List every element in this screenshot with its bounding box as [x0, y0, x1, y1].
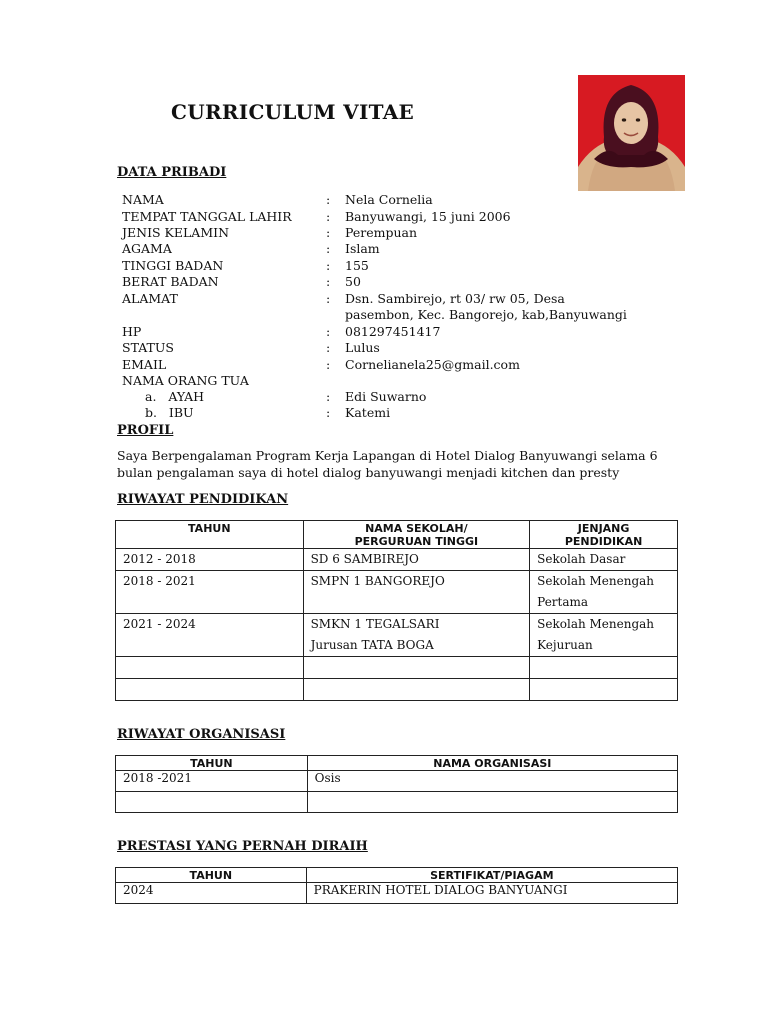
field-email: [0, 357, 768, 373]
table-row: [116, 883, 678, 904]
field-label: BERAT BADAN: [122, 274, 219, 289]
field-tinggi-badan: [0, 258, 768, 274]
field-label: EMAIL: [122, 357, 167, 372]
field-value: Lulus: [345, 340, 380, 355]
organisasi-table: [115, 755, 678, 813]
pendidikan-table: [115, 520, 678, 701]
cell-sekolah: SMKN 1 TEGALSARI Jurusan TATA BOGA: [303, 614, 530, 657]
field-label: NAMA: [122, 192, 164, 207]
field-label: JENIS KELAMIN: [122, 225, 230, 240]
page-title: CURRICULUM VITAE: [171, 100, 415, 124]
column-header-tahun: TAHUN: [116, 868, 307, 883]
field-label: STATUS: [122, 340, 174, 355]
field-value: Islam: [345, 241, 380, 256]
prestasi-heading: PRESTASI YANG PERNAH DIRAIH: [117, 839, 368, 854]
field-label: TINGGI BADAN: [122, 258, 224, 273]
field-value: Banyuwangi, 15 juni 2006: [345, 209, 511, 224]
cell-jenjang: Sekolah Dasar: [530, 549, 678, 571]
column-header-jenjang: JENJANG PENDIDIKAN: [530, 521, 678, 549]
column-header-tahun: TAHUN: [116, 521, 304, 549]
field-colon: :: [326, 324, 331, 339]
field-value: Nela Cornelia: [345, 192, 433, 207]
field-value: Dsn. Sambirejo, rt 03/ rw 05, Desa: [345, 291, 565, 306]
field-colon: :: [326, 405, 331, 420]
field-label: a. AYAH: [145, 389, 205, 404]
field-colon: :: [326, 340, 331, 355]
cell-nama: Osis: [307, 771, 677, 792]
table-row: [116, 614, 678, 657]
cell-jenjang: Sekolah Menengah Pertama: [530, 571, 678, 614]
table-row-empty: [116, 679, 678, 701]
profile-photo: [578, 75, 685, 191]
field-colon: :: [326, 274, 331, 289]
column-header-sertifikat: SERTIFIKAT/PIAGAM: [306, 868, 677, 883]
field-ayah: [0, 389, 768, 405]
cell-jenjang: Sekolah Menengah Kejuruan: [530, 614, 678, 657]
data-pribadi-heading: DATA PRIBADI: [117, 165, 227, 180]
field-value: 50: [345, 274, 361, 289]
field-label: HP: [122, 324, 142, 339]
portrait-image: [578, 75, 685, 191]
field-colon: :: [326, 389, 331, 404]
field-colon: :: [326, 357, 331, 372]
table-header-row: [116, 521, 678, 549]
field-value-line2: pasembon, Kec. Bangorejo, kab,Banyuwangi: [345, 307, 627, 322]
field-value: Perempuan: [345, 225, 418, 240]
profil-heading: PROFIL: [117, 423, 174, 438]
field-hp: [0, 324, 768, 340]
field-nama: [0, 192, 768, 208]
table-row: [116, 771, 678, 792]
field-value: Cornelianela25@gmail.com: [345, 357, 520, 372]
prestasi-table: [115, 867, 678, 904]
table-header-row: [116, 756, 678, 771]
field-label: b. IBU: [145, 405, 194, 420]
table-header-row: [116, 868, 678, 883]
field-colon: :: [326, 225, 331, 240]
organisasi-heading: RIWAYAT ORGANISASI: [117, 727, 286, 742]
field-colon: :: [326, 291, 331, 306]
table-row-empty: [116, 657, 678, 679]
field-jenis-kelamin: [0, 225, 768, 241]
table-row: [116, 571, 678, 614]
cell-tahun: 2018 -2021: [116, 771, 308, 792]
field-colon: :: [326, 241, 331, 256]
cell-tahun: 2018 - 2021: [116, 571, 304, 614]
field-alamat: [0, 291, 768, 324]
field-colon: :: [326, 192, 331, 207]
cell-sertifikat: PRAKERIN HOTEL DIALOG BANYUANGI: [306, 883, 677, 904]
field-agama: [0, 241, 768, 257]
field-label: TEMPAT TANGGAL LAHIR: [122, 209, 292, 224]
field-ibu: [0, 405, 768, 421]
cell-tahun: 2024: [116, 883, 307, 904]
cell-tahun: 2012 - 2018: [116, 549, 304, 571]
table-row-empty: [116, 792, 678, 813]
field-tempat-tanggal-lahir: [0, 209, 768, 225]
column-header-nama-organisasi: NAMA ORGANISASI: [307, 756, 677, 771]
cell-tahun: 2021 - 2024: [116, 614, 304, 657]
field-value: Edi Suwarno: [345, 389, 427, 404]
field-colon: :: [326, 209, 331, 224]
column-header-nama-sekolah: NAMA SEKOLAH/ PERGURUAN TINGGI: [303, 521, 530, 549]
field-label: ALAMAT: [122, 291, 178, 306]
profil-text: Saya Berpengalaman Program Kerja Lapangan di Hotel Dialog Banyuwangi selama 6 bulan pengalaman saya di hotel dialog banyuwangi menjadi kitchen dan presty: [117, 448, 658, 480]
field-label: NAMA ORANG TUA: [122, 373, 249, 388]
field-berat-badan: [0, 274, 768, 290]
field-status: [0, 340, 768, 356]
field-value: 081297451417: [345, 324, 441, 339]
field-value: Katemi: [345, 405, 391, 420]
pendidikan-heading: RIWAYAT PENDIDIKAN: [117, 492, 289, 507]
field-value: 155: [345, 258, 369, 273]
field-nama-orang-tua: [0, 373, 768, 389]
field-colon: :: [326, 258, 331, 273]
cell-sekolah: SMPN 1 BANGOREJO: [303, 571, 530, 614]
column-header-tahun: TAHUN: [116, 756, 308, 771]
cell-sekolah: SD 6 SAMBIREJO: [303, 549, 530, 571]
field-label: AGAMA: [122, 241, 172, 256]
table-row: [116, 549, 678, 571]
